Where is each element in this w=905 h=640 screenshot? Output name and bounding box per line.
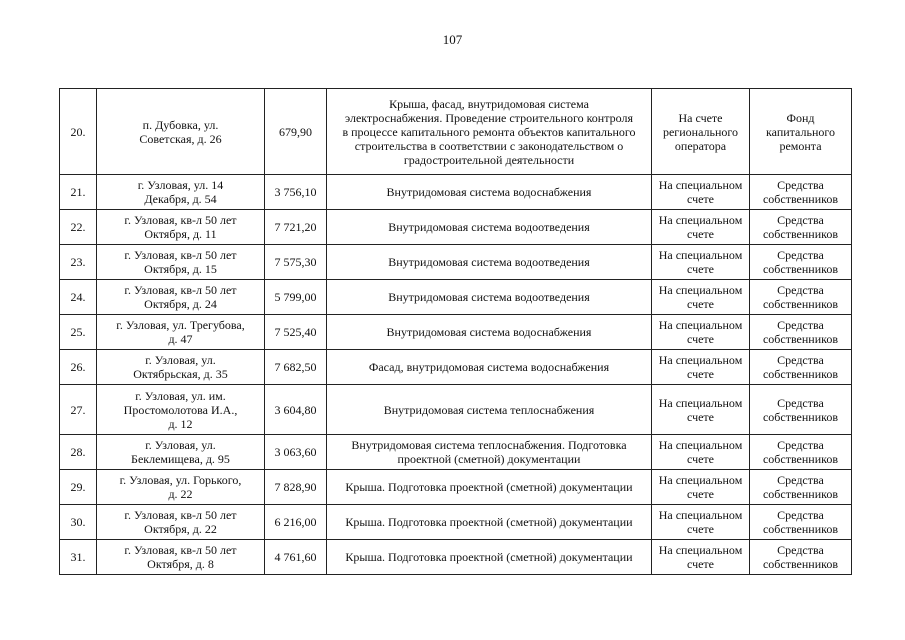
address-cell: г. Узловая, ул. Беклемищева, д. 95 bbox=[97, 435, 265, 470]
table-row bbox=[60, 470, 852, 505]
area-cell: 4 761,60 bbox=[265, 540, 327, 575]
area-cell: 3 063,60 bbox=[265, 435, 327, 470]
area-cell: 7 525,40 bbox=[265, 315, 327, 350]
works-cell: Крыша. Подготовка проектной (сметной) документации bbox=[327, 505, 652, 540]
account-cell: На специальном счете bbox=[652, 210, 750, 245]
source-cell: Средства собственников bbox=[750, 315, 852, 350]
source-cell: Средства собственников bbox=[750, 175, 852, 210]
table-row bbox=[60, 315, 852, 350]
works-cell: Фасад, внутридомовая система водоснабжения bbox=[327, 350, 652, 385]
address-cell: г. Узловая, ул. Трегубова, д. 47 bbox=[97, 315, 265, 350]
source-cell: Средства собственников bbox=[750, 210, 852, 245]
address-cell: г. Узловая, кв-л 50 лет Октября, д. 8 bbox=[97, 540, 265, 575]
source-cell: Средства собственников bbox=[750, 350, 852, 385]
area-cell: 5 799,00 bbox=[265, 280, 327, 315]
works-cell: Крыша. Подготовка проектной (сметной) документации bbox=[327, 540, 652, 575]
area-cell: 7 682,50 bbox=[265, 350, 327, 385]
works-cell: Крыша. Подготовка проектной (сметной) документации bbox=[327, 470, 652, 505]
works-cell: Внутридомовая система водоснабжения bbox=[327, 315, 652, 350]
table-body bbox=[60, 89, 852, 575]
area-cell: 3 604,80 bbox=[265, 385, 327, 435]
source-cell: Средства собственников bbox=[750, 470, 852, 505]
works-cell: Крыша, фасад, внутридомовая система электроснабжения. Проведение строительного контроля в процессе капитального ремонта объектов капитального строительства в соответствии с законодательством о градостроительной деятельности bbox=[327, 89, 652, 175]
table-row bbox=[60, 210, 852, 245]
address-cell: г. Узловая, кв-л 50 лет Октября, д. 24 bbox=[97, 280, 265, 315]
works-cell: Внутридомовая система водоотведения bbox=[327, 245, 652, 280]
table-row bbox=[60, 385, 852, 435]
address-cell: г. Узловая, кв-л 50 лет Октября, д. 15 bbox=[97, 245, 265, 280]
row-number: 21. bbox=[60, 175, 97, 210]
source-cell: Средства собственников bbox=[750, 245, 852, 280]
address-cell: г. Узловая, кв-л 50 лет Октября, д. 22 bbox=[97, 505, 265, 540]
address-cell: г. Узловая, ул. 14 Декабря, д. 54 bbox=[97, 175, 265, 210]
account-cell: На специальном счете bbox=[652, 435, 750, 470]
source-cell: Фонд капитального ремонта bbox=[750, 89, 852, 175]
row-number: 25. bbox=[60, 315, 97, 350]
account-cell: На специальном счете bbox=[652, 350, 750, 385]
table-row bbox=[60, 540, 852, 575]
row-number: 27. bbox=[60, 385, 97, 435]
row-number: 26. bbox=[60, 350, 97, 385]
account-cell: На специальном счете bbox=[652, 540, 750, 575]
account-cell: На специальном счете bbox=[652, 175, 750, 210]
source-cell: Средства собственников bbox=[750, 280, 852, 315]
table-row bbox=[60, 280, 852, 315]
source-cell: Средства собственников bbox=[750, 540, 852, 575]
account-cell: На специальном счете bbox=[652, 280, 750, 315]
source-cell: Средства собственников bbox=[750, 385, 852, 435]
page-number: 107 bbox=[442, 32, 463, 47]
table-row bbox=[60, 505, 852, 540]
works-cell: Внутридомовая система водоотведения bbox=[327, 280, 652, 315]
row-number: 22. bbox=[60, 210, 97, 245]
row-number: 31. bbox=[60, 540, 97, 575]
account-cell: На специальном счете bbox=[652, 245, 750, 280]
row-number: 29. bbox=[60, 470, 97, 505]
source-cell: Средства собственников bbox=[750, 435, 852, 470]
works-cell: Внутридомовая система водоотведения bbox=[327, 210, 652, 245]
area-cell: 7 828,90 bbox=[265, 470, 327, 505]
address-cell: г. Узловая, кв-л 50 лет Октября, д. 11 bbox=[97, 210, 265, 245]
area-cell: 7 575,30 bbox=[265, 245, 327, 280]
table-row bbox=[60, 175, 852, 210]
source-cell: Средства собственников bbox=[750, 505, 852, 540]
account-cell: На специальном счете bbox=[652, 505, 750, 540]
address-cell: г. Узловая, ул. Октябрьская, д. 35 bbox=[97, 350, 265, 385]
table-row bbox=[60, 435, 852, 470]
address-cell: п. Дубовка, ул. Советская, д. 26 bbox=[97, 89, 265, 175]
area-cell: 7 721,20 bbox=[265, 210, 327, 245]
account-cell: На специальном счете bbox=[652, 470, 750, 505]
account-cell: На счете регионального оператора bbox=[652, 89, 750, 175]
table-row bbox=[60, 89, 852, 175]
row-number: 23. bbox=[60, 245, 97, 280]
area-cell: 679,90 bbox=[265, 89, 327, 175]
row-number: 28. bbox=[60, 435, 97, 470]
capital-repair-table bbox=[59, 88, 852, 575]
table-row bbox=[60, 350, 852, 385]
area-cell: 6 216,00 bbox=[265, 505, 327, 540]
works-cell: Внутридомовая система теплоснабжения bbox=[327, 385, 652, 435]
works-cell: Внутридомовая система водоснабжения bbox=[327, 175, 652, 210]
row-number: 24. bbox=[60, 280, 97, 315]
works-cell: Внутридомовая система теплоснабжения. Подготовка проектной (сметной) документации bbox=[327, 435, 652, 470]
area-cell: 3 756,10 bbox=[265, 175, 327, 210]
table-row bbox=[60, 245, 852, 280]
row-number: 20. bbox=[60, 89, 97, 175]
account-cell: На специальном счете bbox=[652, 315, 750, 350]
account-cell: На специальном счете bbox=[652, 385, 750, 435]
address-cell: г. Узловая, ул. им. Простомолотова И.А., д. 12 bbox=[97, 385, 265, 435]
row-number: 30. bbox=[60, 505, 97, 540]
address-cell: г. Узловая, ул. Горького, д. 22 bbox=[97, 470, 265, 505]
